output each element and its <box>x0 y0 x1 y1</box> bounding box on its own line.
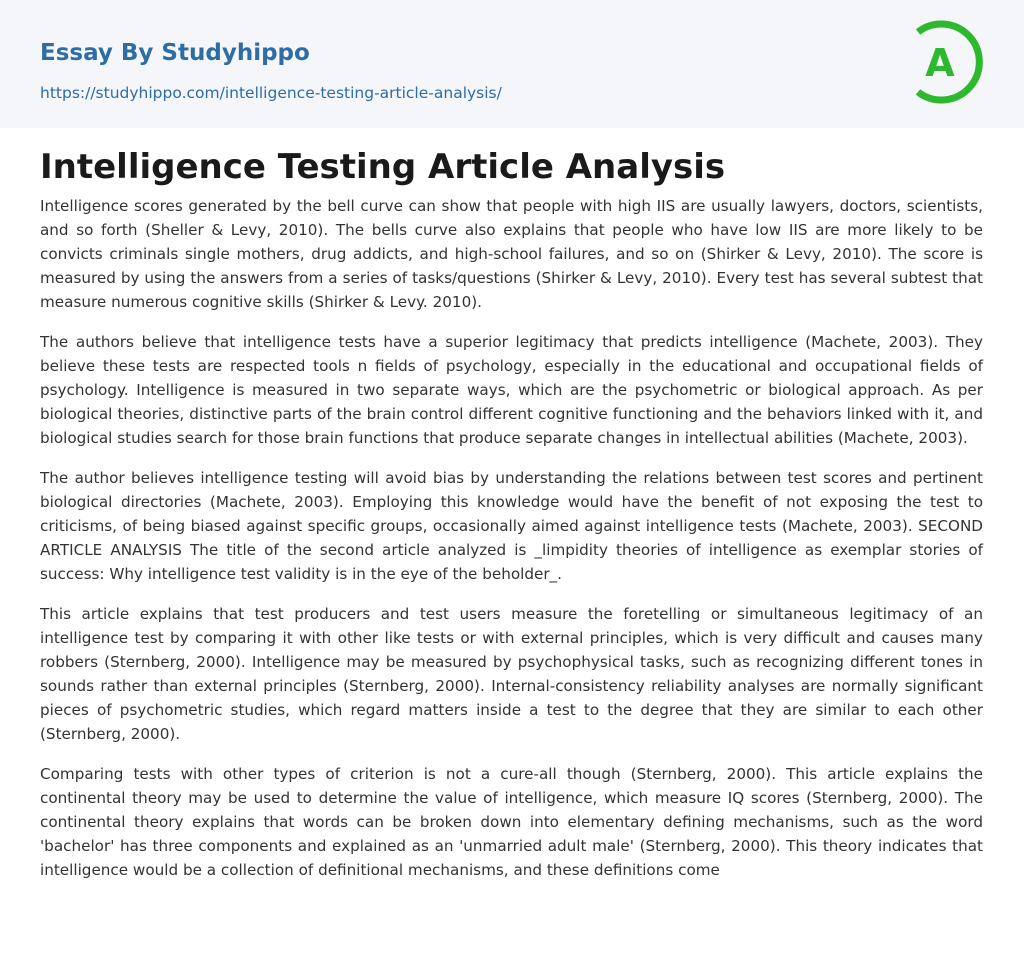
studyhippo-logo-icon[interactable] <box>912 18 988 106</box>
page-url-link[interactable]: https://studyhippo.com/intelligence-testing-article-analysis/ <box>40 84 502 102</box>
article-paragraph-2: The authors believe that intelligence tests have a superior legitimacy that predicts intelligence (Machete, 2003). They believe these tests are respected tools n fields of psychology, especially in the educational and occupational fields of psychology. Intelligence is measured in two separate ways, which are the psychometric or biological approach. As per biological theories, distinctive parts of the brain control different cognitive functioning and the behaviors linked with it, and biological studies search for those brain functions that produce separate changes in intellectual abilities (Machete, 2003). <box>40 333 983 447</box>
article-paragraph-1: Intelligence scores generated by the bell curve can show that people with high IIS are usually lawyers, doctors, scientists, and so forth (Sheller & Levy, 2010). The bells curve also explains that people who have low IIS are more likely to be convicts criminals single mothers, drug addicts, and high-school failures, and so on (Shirker & Levy, 2010). The score is measured by using the answers from a series of tasks/questions (Shirker & Levy, 2010). Every test has several subtest that measure numerous cognitive skills (Shirker & Levy. 2010). <box>40 197 983 311</box>
article-paragraph-4: This article explains that test producers and test users measure the foretelling or simultaneous legitimacy of an intelligence test by comparing it with other like tests or with external principles, which is very difficult and causes many robbers (Sternberg, 2000). Intelligence may be measured by psychophysical tasks, such as recognizing different tones in sounds rather than external principles (Sternberg, 2000). Internal-consistency reliability analyses are normally significant pieces of psychometric studies, which regard matters inside a test to the degree that they are similar to each other (Sternberg, 2000). <box>40 605 983 743</box>
site-header <box>0 0 1024 128</box>
article-title: Intelligence Testing Article Analysis <box>40 147 726 187</box>
article-paragraph-3: The author believes intelligence testing will avoid bias by understanding the relations between test scores and pertinent biological directories (Machete, 2003). Employing this knowledge would have the benefit of not exposing the test to criticisms, of being biased against specific groups, occasionally aimed against intelligence tests (Machete, 2003). SECOND ARTICLE ANALYSIS The title of the second article analyzed is _limpidity theories of intelligence as exemplar stories of success: Why intelligence test validity is in the eye of the beholder_. <box>40 469 983 583</box>
article-body <box>40 194 983 898</box>
site-brand[interactable]: Essay By Studyhippo <box>40 40 310 66</box>
article-paragraph-5: Comparing tests with other types of criterion is not a cure-all though (Sternberg, 2000). This article explains the continental theory may be used to determine the value of intelligence, which measure IQ scores (Sternberg, 2000). The continental theory explains that words can be broken down into elementary defining mechanisms, such as the word 'bachelor' has three components and explained as an 'unmarried adult male' (Sternberg, 2000). This theory indicates that intelligence would be a collection of definitional mechanisms, and these definitions come <box>40 765 983 879</box>
logo-letter: A <box>925 41 955 85</box>
